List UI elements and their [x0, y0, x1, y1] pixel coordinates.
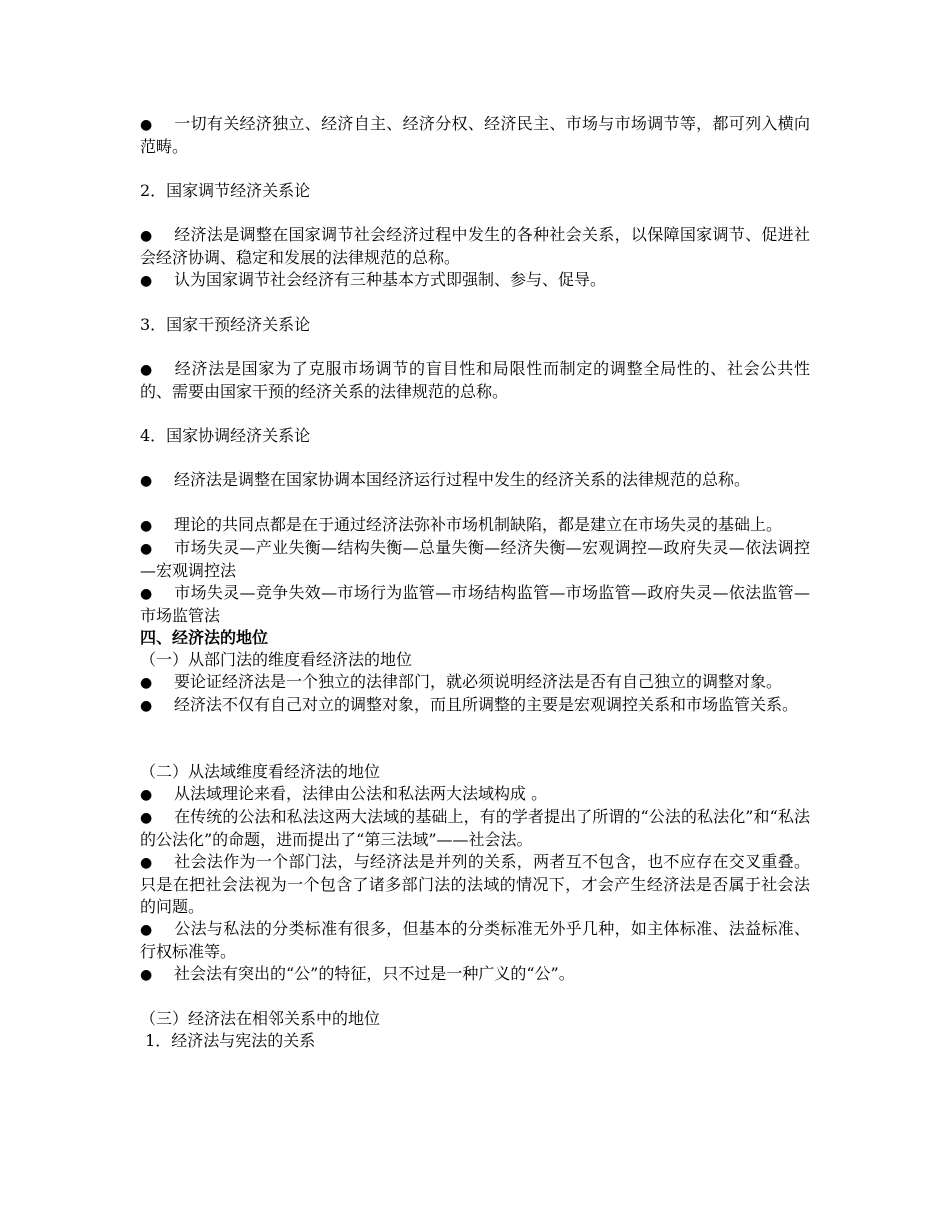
bullet-item: ● 社会法作为一个部门法，与经济法是并列的关系，两者互不包含，也不应存在交叉重叠。只是在把社会法视为一个包含了诸多部门法的法域的情况下，才会产生经济法是否属于社会法的问题。 [140, 852, 810, 916]
bullet-item: ● 要论证经济法是一个独立的法律部门，就必须说明经济法是否有自己独立的调整对象。 [140, 671, 810, 694]
section-heading: 4．国家协调经济关系论 [140, 426, 311, 445]
bullet-dot-icon: ● [140, 787, 153, 803]
bullet-dot-icon: ● [140, 273, 153, 289]
bullet-item: ● 一切有关经济独立、经济自主、经济分权、经济民主、市场与市场调节等，都可列入横向范畴。 [140, 114, 810, 156]
bullet-dot-icon: ● [140, 541, 153, 557]
subsection-heading: （三）经济法在相邻关系中的地位 [140, 1009, 381, 1028]
bullet-item: ● 在传统的公法和私法这两大法域的基础上，有的学者提出了所谓的“公法的私法化”和“私法的公法化”的命题，进而提出了“第三法域”——社会法。 [140, 807, 810, 849]
bullet-item: ● 理论的共同点都是在于通过经济法弥补市场机制缺陷，都是建立在市场失灵的基础上。 [140, 514, 810, 537]
bullet-item: ● 市场失灵—产业失衡—结构失衡—总量失衡—经济失衡—宏观调控—政府失灵—依法调控—宏观调控法 [140, 538, 810, 580]
bullet-dot-icon: ● [140, 362, 153, 378]
bullet-item: ● 经济法是国家为了克服市场调节的盲目性和局限性而制定的调整全局性的、社会公共性的、需要由国家干预的经济关系的法律规范的总称。 [140, 359, 810, 401]
subsection-heading: （一）从部门法的维度看经济法的地位 [140, 650, 413, 669]
bullet-dot-icon: ● [140, 117, 153, 133]
bullet-dot-icon: ● [140, 473, 153, 489]
bullet-item: ● 从法域理论来看，法律由公法和私法两大法域构成 。 [140, 783, 810, 806]
bullet-dot-icon: ● [140, 675, 153, 691]
section-heading: 3．国家干预经济关系论 [140, 315, 311, 334]
bullet-item: ● 经济法是调整在国家调节社会经济过程中发生的各种社会关系，以保障国家调节、促进社会经济协调、稳定和发展的法律规范的总称。 [140, 225, 810, 267]
bullet-dot-icon: ● [140, 586, 153, 602]
bullet-dot-icon: ● [140, 967, 153, 983]
bullet-item: ● 认为国家调节社会经济有三种基本方式即强制、参与、促导。 [140, 269, 810, 292]
subsection-item: 1．经济法与宪法的关系 [140, 1031, 316, 1050]
bullet-item: ● 经济法是调整在国家协调本国经济运行过程中发生的经济关系的法律规范的总称。 [140, 469, 810, 492]
bullet-item: ● 经济法不仅有自己对立的调整对象，而且所调整的主要是宏观调控关系和市场监管关系。 [140, 694, 810, 717]
chapter-heading: 四、经济法的地位 [140, 628, 269, 647]
bullet-dot-icon: ● [140, 518, 153, 534]
bullet-item: ● 市场失灵—竞争失效—市场行为监管—市场结构监管—市场监管—政府失灵—依法监管—市场监管法 [140, 583, 810, 625]
bullet-dot-icon: ● [140, 922, 153, 938]
document-page [140, 113, 810, 1052]
bullet-dot-icon: ● [140, 698, 153, 714]
bullet-dot-icon: ● [140, 855, 153, 871]
section-heading: 2．国家调节经济关系论 [140, 181, 311, 200]
bullet-item: ● 公法与私法的分类标准有很多，但基本的分类标准无外乎几种，如主体标准、法益标准、行权标准等。 [140, 919, 810, 961]
subsection-heading: （二）从法域维度看经济法的地位 [140, 762, 381, 781]
bullet-dot-icon: ● [140, 228, 153, 244]
bullet-dot-icon: ● [140, 810, 153, 826]
bullet-item: ● 社会法有突出的“公”的特征，只不过是一种广义的“公”。 [140, 963, 810, 986]
